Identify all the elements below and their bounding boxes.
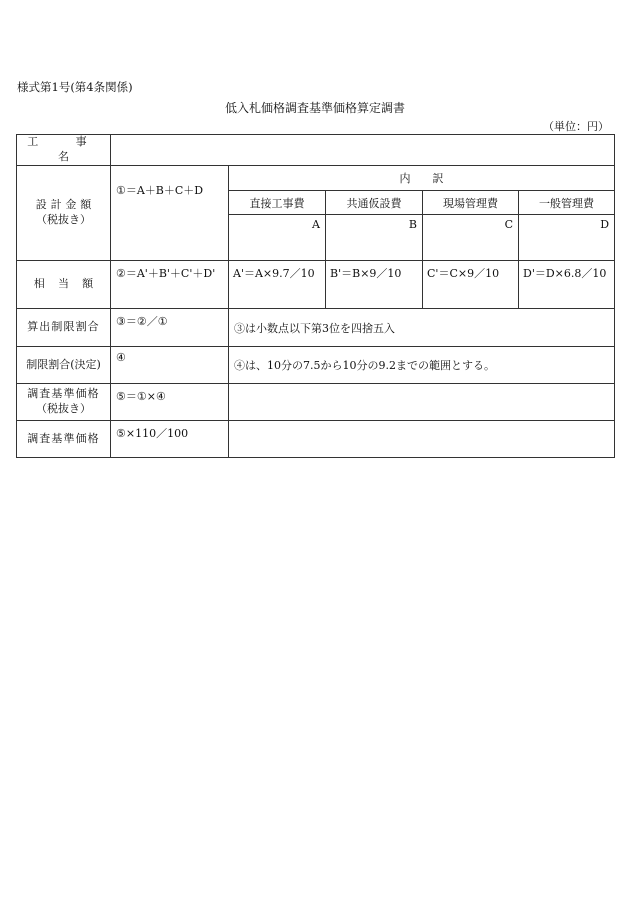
row-limit-ratio [17, 347, 615, 384]
breakdown-col-site: 現場管理費 [423, 191, 519, 215]
calculation-table [16, 134, 615, 458]
breakdown-value-b[interactable]: B [326, 215, 423, 261]
equiv-formula-c: C'＝C×9／10 [423, 261, 519, 309]
row-calc-ratio [17, 309, 615, 347]
breakdown-col-general: 一般管理費 [519, 191, 615, 215]
equiv-formula-a: A'＝A×9.7／10 [229, 261, 326, 309]
breakdown-value-a[interactable]: A [229, 215, 326, 261]
base-price-formula: ⑤×110／100 [111, 421, 229, 458]
row-equivalent-amount [17, 261, 615, 309]
base-price-excl-label-line1: 調査基準価格 [27, 387, 100, 401]
calc-ratio-formula: ③＝②／① [111, 309, 229, 347]
calc-ratio-label: 算出制限割合 [17, 309, 111, 347]
equiv-formula-b: B'＝B×9／10 [326, 261, 423, 309]
row-design-amount-header [17, 166, 615, 191]
construction-name-label: 工 事 名 [17, 135, 111, 166]
design-amount-label-line2: （税抜き） [36, 213, 91, 226]
form-number: 様式第1号(第4条関係) [17, 80, 133, 94]
design-amount-label [17, 166, 111, 261]
limit-ratio-formula: ④ [111, 347, 229, 384]
row-base-price-excl [17, 384, 615, 421]
base-price-excl-label [17, 384, 111, 421]
equivalent-amount-formula: ②＝A'＋B'＋C'＋D' [111, 261, 229, 309]
unit-label: （単位：円） [543, 120, 609, 133]
base-price-excl-value[interactable] [229, 384, 615, 421]
row-construction-name [17, 135, 615, 166]
breakdown-header: 内 訳 [229, 166, 615, 191]
breakdown-value-d[interactable]: D [519, 215, 615, 261]
document-title: 低入札価格調査基準価格算定調書 [224, 101, 405, 115]
calc-ratio-note: ③は小数点以下第3位を四捨五入 [229, 309, 615, 347]
equiv-formula-d: D'＝D×6.8／10 [519, 261, 615, 309]
design-amount-label-line1: 設計金額 [35, 198, 96, 212]
base-price-excl-formula: ⑤＝①×④ [111, 384, 229, 421]
limit-ratio-note: ④は、10分の7.5から10分の9.2までの範囲とする。 [229, 347, 615, 384]
base-price-excl-label-line2: （税抜き） [36, 402, 91, 415]
equivalent-amount-label: 相当額 [17, 261, 111, 309]
design-amount-formula: ①＝A＋B＋C＋D [111, 166, 229, 261]
limit-ratio-label: 制限割合(決定) [17, 347, 111, 384]
base-price-label: 調査基準価格 [17, 421, 111, 458]
row-base-price [17, 421, 615, 458]
breakdown-value-c[interactable]: C [423, 215, 519, 261]
breakdown-col-direct: 直接工事費 [229, 191, 326, 215]
breakdown-col-common: 共通仮設費 [326, 191, 423, 215]
construction-name-value[interactable] [111, 135, 615, 166]
base-price-value[interactable] [229, 421, 615, 458]
